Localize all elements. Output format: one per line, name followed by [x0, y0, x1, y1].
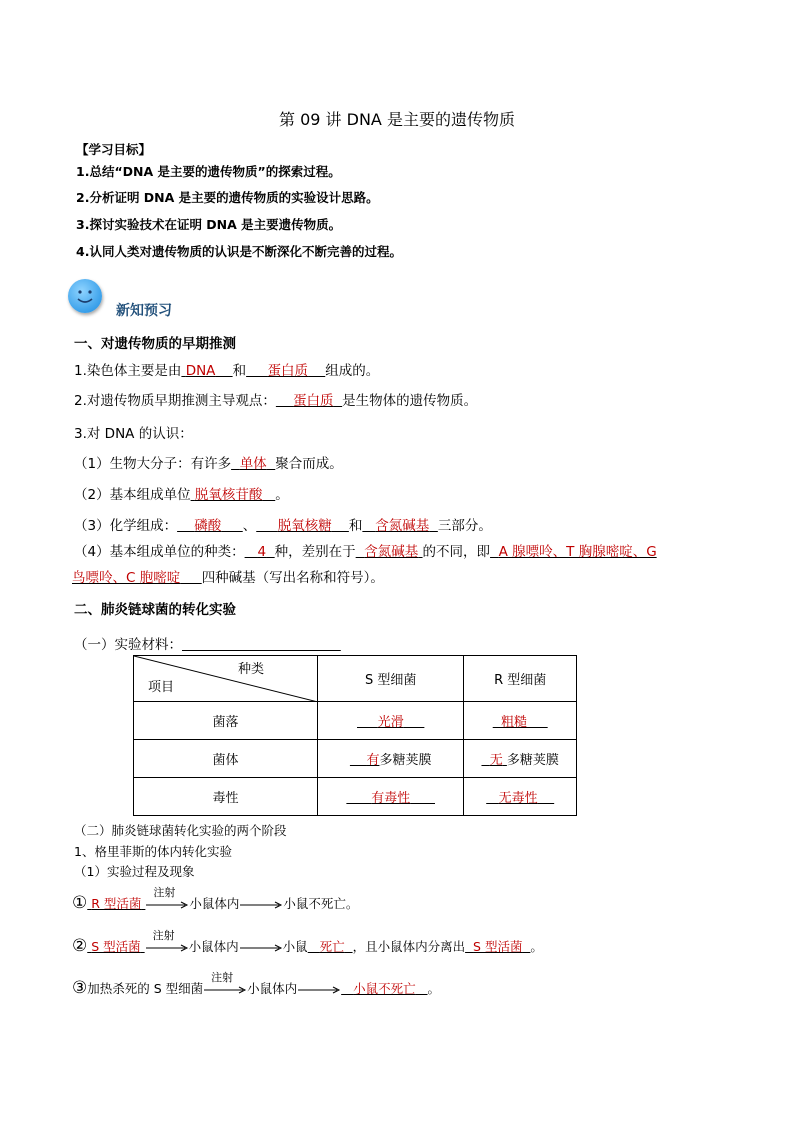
q3-4-pre: （4）基本组成单位的种类： [74, 544, 245, 560]
exp1-answer: R 型活菌 [91, 896, 142, 911]
section2-heading: 二、肺炎链球菌的转化实验 [74, 602, 236, 618]
experiment-3 [72, 970, 441, 998]
goal-1: 1.总结“DNA 是主要的遗传物质”的探索过程。 [76, 164, 341, 179]
bacteria-table [133, 655, 577, 816]
cell-s: 光滑 [318, 702, 464, 740]
goal-4: 4.认同人类对遗传物质的认识是不断深化不断完善的过程。 [76, 244, 402, 259]
exp3-number: ③ [72, 978, 88, 998]
q3-1-pre: （1）生物大分子：有许多 [74, 456, 232, 472]
q3-2-answer: 脱氧核苷酸 [194, 487, 263, 503]
goal-2: 2.分析证明 DNA 是主要的遗传物质的实验设计思路。 [76, 190, 379, 205]
q3-2-pre: （2）基本组成单位 [74, 487, 191, 503]
preview-label: 新知预习 [116, 303, 172, 319]
result-arrow [239, 941, 283, 955]
cell-s: 有多糖荚膜 [318, 740, 464, 778]
result-arrow [239, 898, 283, 912]
q2-pre: 2.对遗传物质早期推测主导观点： [74, 393, 276, 409]
material-label: （一）实验材料： [74, 637, 182, 653]
q3-4-answer-4: 鸟嘌呤、C 胞嘧啶 [72, 570, 181, 586]
q3-4-line [74, 540, 657, 560]
row-label: 菌体 [134, 740, 318, 778]
table-row [134, 778, 577, 816]
exp1-mid: 小鼠体内 [189, 896, 240, 911]
q3-4-mid-2: 的不同，即 [422, 544, 491, 560]
q3-line: 3.对 DNA 的认识： [74, 426, 193, 442]
q3-3-sep-2: 和 [348, 518, 363, 534]
process-heading: （1）实验过程及现象 [74, 864, 195, 879]
table-header-s: S 型细菌 [318, 656, 464, 702]
inject-arrow: 注射 [145, 898, 189, 912]
q1-answer-2: 蛋白质 [267, 363, 309, 379]
q3-2-post: 。 [275, 487, 289, 503]
exp2-answer-3: S 型活菌 [473, 939, 523, 954]
row-label: 毒性 [134, 778, 318, 816]
page-title: 第 09 讲 DNA 是主要的遗传物质 [279, 110, 515, 129]
table-row [134, 740, 577, 778]
experiment-1 [72, 885, 359, 913]
q1-pre: 1.染色体主要是由 [74, 363, 182, 379]
smiley-icon [68, 279, 102, 313]
q3-4-post: 四种碱基（写出名称和符号）。 [201, 570, 384, 586]
exp1-post: 小鼠不死亡。 [283, 896, 359, 911]
q1-answer-1: DNA [185, 363, 216, 379]
material-blank[interactable] [182, 637, 341, 653]
goal-3: 3.探讨实验技术在证明 DNA 是主要遗传物质。 [76, 217, 342, 232]
q3-3-line [74, 514, 492, 534]
q3-3-pre: （3）化学组成： [74, 518, 178, 534]
q2-post: 是生物体的遗传物质。 [342, 393, 478, 409]
material-line [74, 633, 341, 653]
exp3-pre: 加热杀死的 S 型细菌 [87, 981, 204, 996]
row-label: 菌落 [134, 702, 318, 740]
exp2-mid: 小鼠体内 [188, 939, 239, 954]
exp2-answer-1: S 型活菌 [91, 939, 141, 954]
griffith-heading: 1、格里菲斯的体内转化实验 [74, 844, 232, 859]
section1-heading: 一、对遗传物质的早期推测 [74, 336, 236, 352]
q3-4-line-2 [72, 566, 384, 586]
stages-line: （二）肺炎链球菌转化实验的两个阶段 [74, 823, 287, 838]
exp3-post: 。 [427, 981, 441, 996]
q3-2-line [74, 483, 289, 503]
exp2-mid-2: ，且小鼠体内分离出 [352, 939, 466, 954]
exp2-post: 。 [530, 939, 543, 954]
q3-3-answer-2: 脱氧核糖 [277, 518, 332, 534]
exp2-number: ② [72, 936, 88, 956]
result-arrow [297, 983, 341, 997]
cell-r: 无 多糖荚膜 [464, 740, 577, 778]
table-header-r: R 型细菌 [464, 656, 577, 702]
q3-4-mid-1: 种，差别在于 [274, 544, 356, 560]
q3-1-post: 聚合而成。 [275, 456, 343, 472]
q2-line [74, 389, 477, 409]
q3-3-post: 三部分。 [437, 518, 492, 534]
corner-bottom-label: 项目 [148, 680, 175, 695]
exp2-mouse: 小鼠 [282, 939, 308, 954]
q3-3-sep-1: 、 [242, 518, 257, 534]
q1-line [74, 359, 379, 379]
q1-mid: 和 [232, 363, 247, 379]
exp1-number: ① [72, 893, 88, 913]
goals-heading: 【学习目标】 [76, 142, 152, 157]
cell-r: 粗糙 [464, 702, 577, 740]
cell-r: 无毒性 [464, 778, 577, 816]
cell-s: 有毒性 [318, 778, 464, 816]
q3-4-answer-3: A 腺嘌呤、T 胸腺嘧啶、G [498, 544, 657, 560]
q2-answer-1: 蛋白质 [293, 393, 334, 409]
corner-top-label: 种类 [238, 662, 265, 677]
inject-arrow: 注射 [145, 941, 189, 955]
q3-4-answer-2: 含氮碱基 [364, 544, 419, 560]
experiment-2 [72, 928, 543, 956]
q3-3-answer-3: 含氮碱基 [375, 518, 430, 534]
q3-1-answer: 单体 [239, 456, 267, 472]
table-row [134, 702, 577, 740]
q3-3-answer-1: 磷酸 [194, 518, 222, 534]
table-corner-cell [134, 656, 318, 702]
q3-1-line [74, 452, 343, 472]
q3-4-answer-1: 4 [257, 544, 267, 560]
q1-post: 组成的。 [325, 363, 380, 379]
exp3-answer: 小鼠不死亡 [353, 981, 416, 996]
exp3-mid: 小鼠体内 [247, 981, 298, 996]
exp2-answer-2: 死亡 [319, 939, 345, 954]
inject-arrow: 注射 [203, 983, 247, 997]
